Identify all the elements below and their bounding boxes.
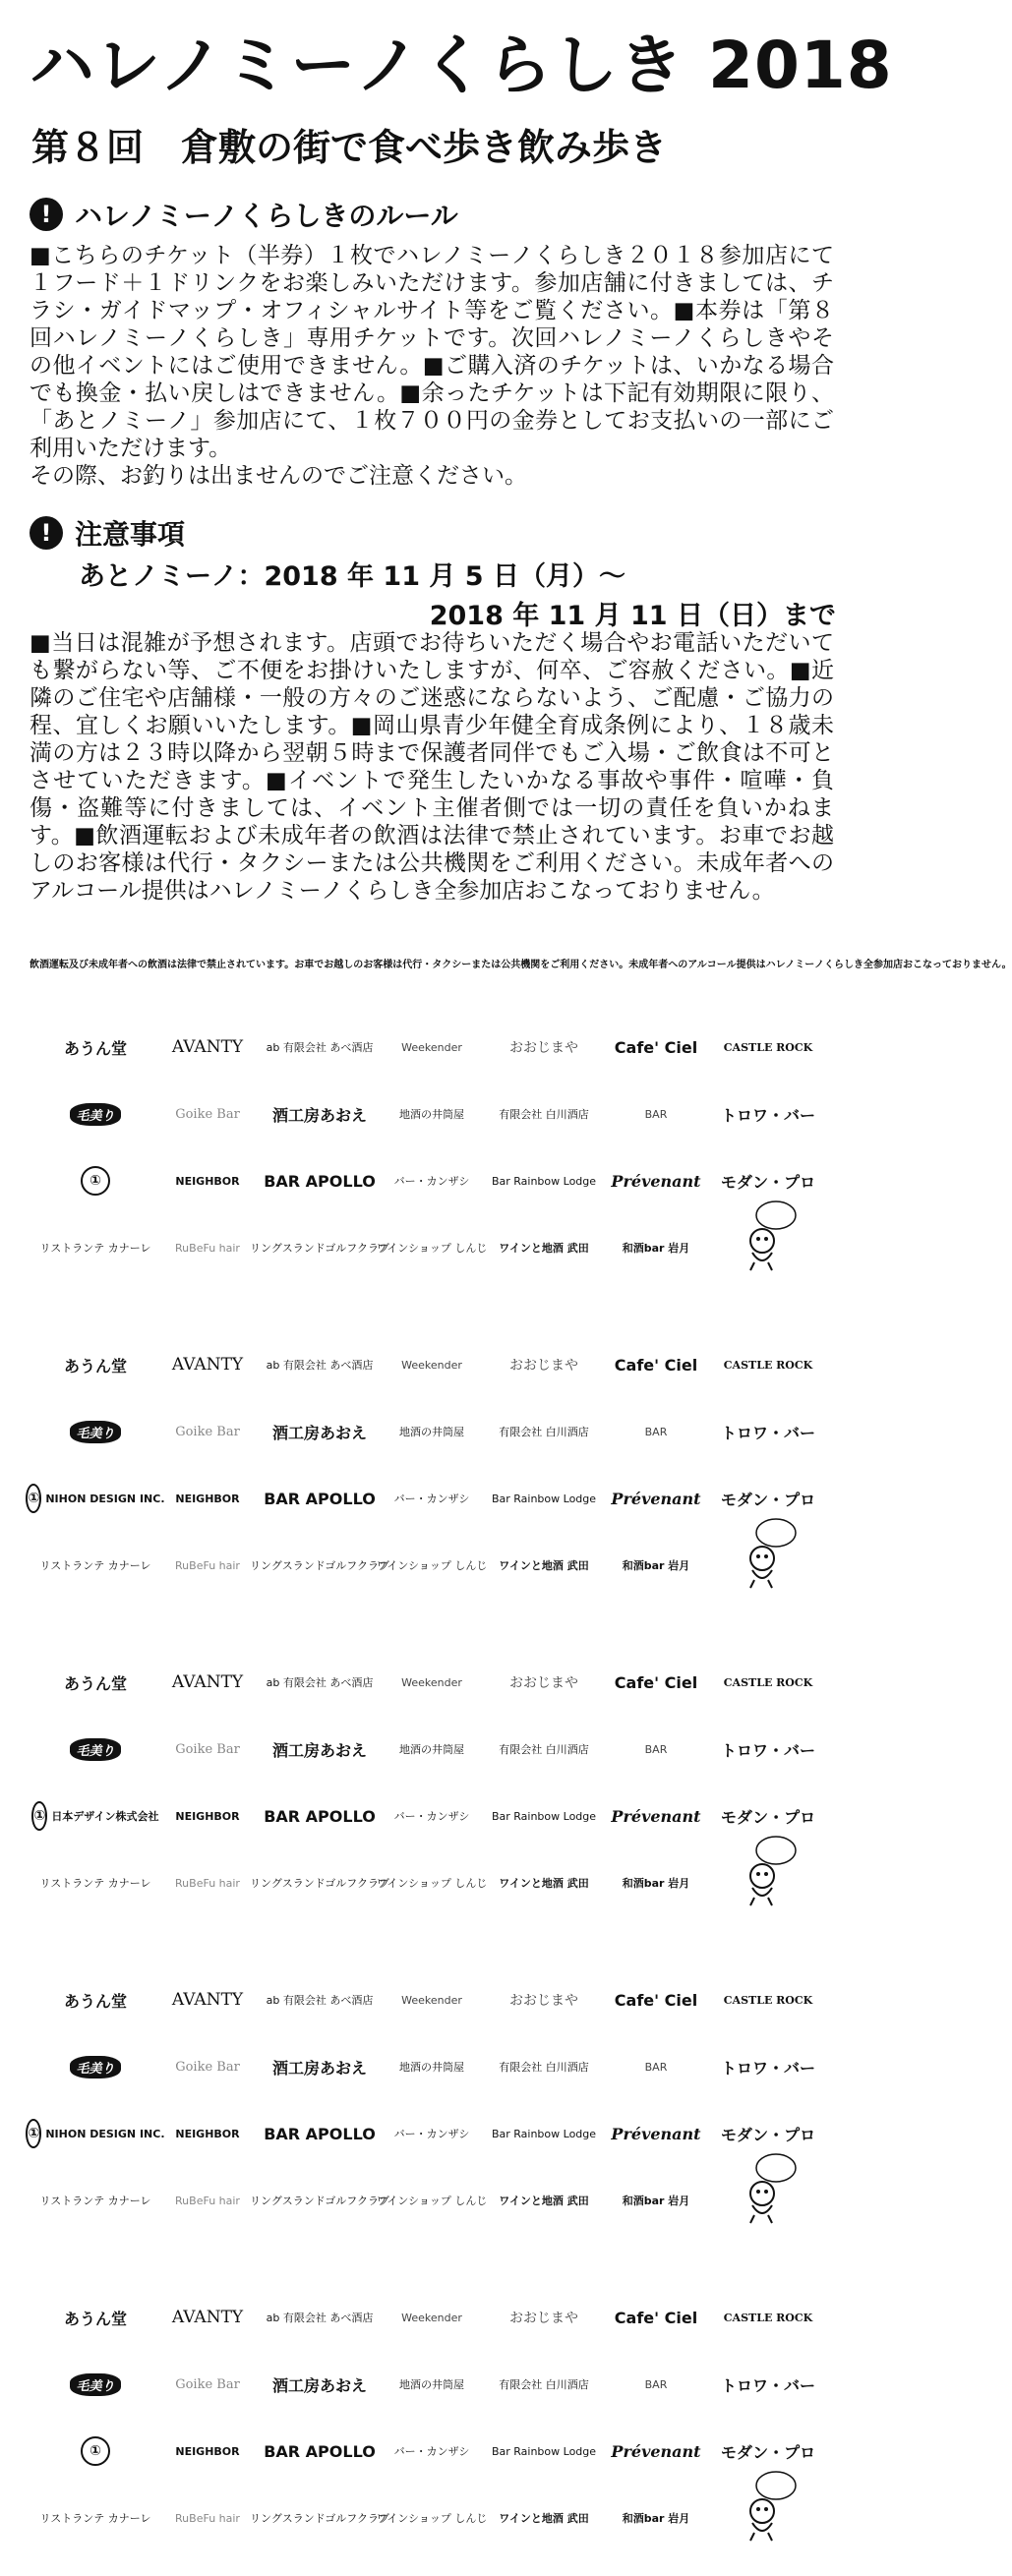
shop-logo: Cafe' Ciel: [614, 1355, 698, 1375]
shop-logo-text: NIHON DESIGN INC.: [45, 1492, 165, 1505]
shop-logo: ワインと地酒 武田: [499, 1242, 589, 1255]
shop-logo: [39, 1725, 151, 1774]
shop-logo: [39, 2042, 151, 2091]
shop-logo-block: [33, 1658, 826, 1923]
mascot-icon: [712, 1196, 824, 1274]
shop-logo: ワインと地酒 武田: [499, 1877, 589, 1890]
shop-logo: ab 有限会社 あべ酒店: [266, 2312, 374, 2324]
shop-logo: トロワ・バー: [720, 2375, 815, 2395]
mascot-icon: [712, 2466, 824, 2545]
shop-logo: 地酒の井筒屋: [399, 1743, 464, 1756]
shop-logo: バー・カンザシ: [393, 1810, 470, 1823]
shop-logo: Weekender: [401, 1040, 462, 1054]
shop-logo: あうん堂: [63, 1356, 127, 1376]
shop-logo: トロワ・バー: [720, 2058, 815, 2078]
shop-logo: BAR APOLLO: [264, 1489, 376, 1508]
shop-logo: おおじまや: [509, 1993, 578, 2009]
shop-logo: ワインショップ しんじ: [376, 1559, 488, 1572]
shop-logo: CASTLE ROCK: [723, 2311, 813, 2324]
shop-logo: Weekender: [401, 1675, 462, 1689]
shop-logo: リングスランドゴルフクラブ: [250, 1877, 389, 1890]
shop-logo: Goike Bar: [175, 1424, 240, 1439]
notes-heading-text: 注意事項: [75, 518, 186, 551]
shop-logo-badge: 毛美り: [70, 1738, 120, 1761]
shop-logo: BAR: [644, 1742, 668, 1756]
shop-logo: Prévenant: [611, 1806, 701, 1826]
shop-logo: Weekender: [401, 2311, 462, 2324]
shop-logo: バー・カンザシ: [393, 1175, 470, 1188]
circle-logo-icon: ①: [31, 1801, 47, 1831]
shop-logo: AVANTY: [171, 2308, 244, 2327]
shop-logo: AVANTY: [171, 1672, 244, 1692]
shop-logo: モダン・プロ: [720, 1807, 816, 1827]
shop-logo: Weekender: [401, 1993, 462, 2007]
shop-logo: モダン・プロ: [720, 2442, 816, 2462]
page-subtitle: 第８回 倉敷の街で食べ歩き飲み歩き: [31, 126, 668, 169]
shop-logo: モダン・プロ: [720, 2125, 816, 2144]
rules-heading-text: ハレノミーノくらしきのルール: [75, 200, 458, 232]
rules-text-tail: その際、お釣りは出ませんのでご注意ください。: [30, 463, 527, 489]
shop-logo: リングスランドゴルフクラブ: [250, 1242, 389, 1255]
rules-text-main: ■こちらのチケット（半券）１枚でハレノミーノくらしき２０１８参加店にて１フード＋１ドリンクをお楽しみいただけます。参加店舗に付きましては、チラシ・ガイドマップ・オフィシャルサイト等をご覧ください。■本券は「第８回ハレノミーノくらしき」専用チケットです。次回ハレノミーノくらしきやその他イベントにはご使用できません。■ご購入済のチケットは、いかなる場合でも換金・払い戻しはできません。■余ったチケットは下記有効期限に限り、「あとノミーノ」参加店にて、１枚７００円の金券としてお支払いの一部にご利用いただけます。: [30, 243, 834, 461]
shop-logo: トロワ・バー: [720, 1740, 815, 1760]
shop-logo: BAR: [644, 1107, 668, 1121]
notes-text: ■当日は混雑が予想されます。店頭でお待ちいただく場合やお電話いただいても繋がらない等、ご不便をお掛けいたしますが、何卒、ご容赦ください。■近隣のご住宅や店舗様・一般の方々のご迷惑にならないよう、ご配慮・ご協力の程、宜しくお願いいたします。■岡山県青少年健全育成条例により、１８歳未満の方は２３時以降から翌朝５時まで保護者同伴でもご入場・ご飲食は不可とさせていただきます。■イベントで発生したいかなる事故や事件・喧嘩・負傷・盗難等に付きましては、イベント主催者側では一切の責任を負いかねます。■飲酒運転および未成年者の飲酒は法律で禁止されています。お車でお越しのお客様は代行・タクシーまたは公共機関をご利用ください。未成年者へのアルコール提供はハレノミーノくらしき全参加店おこなっておりません。: [30, 630, 834, 904]
shop-logo: ワインと地酒 武田: [499, 1559, 589, 1572]
shop-logo: ab 有限会社 あべ酒店: [266, 1041, 374, 1054]
circle-logo-icon: ①: [81, 1166, 110, 1196]
shop-logo: RuBeFu hair: [175, 1876, 240, 1890]
shop-logo: Prévenant: [611, 1489, 701, 1508]
shop-logo: 有限会社 白川酒店: [499, 1426, 589, 1438]
shop-logo: RuBeFu hair: [175, 2194, 240, 2207]
mascot-icon: [712, 2148, 824, 2227]
shop-logo: RuBeFu hair: [175, 1241, 240, 1255]
shop-logo-badge: 毛美り: [70, 2373, 120, 2396]
shop-logo: [28, 2109, 165, 2158]
shop-logo: トロワ・バー: [720, 1423, 815, 1442]
shop-logo: Weekender: [401, 1358, 462, 1372]
shop-logo-block: [39, 1023, 826, 1288]
shop-logo: [39, 1089, 151, 1139]
period-end: 2018 年 11 月 11 日（日）まで: [429, 601, 836, 631]
page-title: ハレノミーノくらしき 2018: [30, 28, 893, 103]
shop-logo: 有限会社 白川酒店: [499, 2378, 589, 2391]
shop-logo: リストランテ カナーレ: [39, 1877, 151, 1890]
shop-logo: BAR: [644, 2377, 668, 2391]
shop-logo: [33, 1791, 159, 1841]
period-start: あとノミーノ：2018 年 11 月 5 日（月）〜: [79, 561, 625, 592]
shop-logo: AVANTY: [171, 1037, 244, 1057]
shop-logo: AVANTY: [171, 1355, 244, 1375]
shop-logo: 和酒bar 岩月: [622, 1559, 690, 1572]
shop-logo: NEIGHBOR: [175, 1809, 240, 1823]
rules-heading: [30, 193, 458, 236]
shop-logo-text: 日本デザイン株式会社: [51, 1810, 159, 1823]
shop-logo: 有限会社 白川酒店: [499, 1743, 589, 1756]
shop-logo-block: [28, 1975, 826, 2241]
shop-logo-text: NIHON DESIGN INC.: [45, 2127, 165, 2140]
shop-logo: BAR APOLLO: [264, 2441, 376, 2461]
shop-logo: CASTLE ROCK: [723, 1358, 813, 1372]
shop-logo: NEIGHBOR: [175, 2127, 240, 2140]
shop-logo: 和酒bar 岩月: [622, 2512, 690, 2525]
shop-logo: おおじまや: [509, 1040, 578, 1056]
shop-logo: 和酒bar 岩月: [622, 1877, 690, 1890]
shop-logo: Bar Rainbow Lodge: [491, 1492, 597, 1505]
shop-logo: ab 有限会社 あべ酒店: [266, 1676, 374, 1689]
shop-logo-block: [28, 1340, 826, 1606]
shop-logo: AVANTY: [171, 1990, 244, 2010]
shop-logo: トロワ・バー: [720, 1105, 815, 1125]
shop-logo: ワインショップ しんじ: [376, 2512, 488, 2525]
shop-logo: ワインと地酒 武田: [499, 2195, 589, 2207]
shop-logo: モダン・プロ: [720, 1172, 816, 1192]
shop-logo: Cafe' Ciel: [614, 1990, 698, 2010]
shop-logo: BAR: [644, 1425, 668, 1438]
shop-logo: Cafe' Ciel: [614, 2308, 698, 2327]
shop-logo: CASTLE ROCK: [723, 1993, 813, 2007]
shop-logo: Goike Bar: [175, 2376, 240, 2392]
shop-logo: 和酒bar 岩月: [622, 1242, 690, 1255]
exclamation-icon: !: [30, 198, 63, 231]
shop-logo: 酒工房あおえ: [271, 1740, 367, 1760]
shop-logo: ワインと地酒 武田: [499, 2512, 589, 2525]
shop-logo: Bar Rainbow Lodge: [491, 2127, 597, 2140]
circle-logo-icon: ①: [26, 1484, 41, 1513]
shop-logo: ab 有限会社 あべ酒店: [266, 1359, 374, 1372]
shop-logo: BAR: [644, 2060, 668, 2074]
small-print: 飲酒運転及び未成年者への飲酒は法律で禁止されています。お車でお越しのお客様は代行・タクシーまたは公共機関をご利用ください。未成年者へのアルコール提供はハレノミーノくらしき全参加店おこなっておりません。: [30, 960, 1012, 970]
shop-logo: 有限会社 白川酒店: [499, 2061, 589, 2074]
shop-logo: CASTLE ROCK: [723, 1040, 813, 1054]
shop-logo: CASTLE ROCK: [723, 1675, 813, 1689]
shop-logo: あうん堂: [63, 1038, 127, 1058]
shop-logo: Goike Bar: [175, 1106, 240, 1122]
shop-logo: ワインショップ しんじ: [376, 1877, 488, 1890]
shop-logo: リストランテ カナーレ: [39, 1559, 151, 1572]
circle-logo-icon: ①: [26, 2119, 41, 2148]
shop-logo: 地酒の井筒屋: [399, 2378, 464, 2391]
shop-logo: 有限会社 白川酒店: [499, 1108, 589, 1121]
shop-logo: ワインショップ しんじ: [376, 2195, 488, 2207]
shop-logo-badge: 毛美り: [70, 1103, 120, 1126]
shop-logo: RuBeFu hair: [175, 1558, 240, 1572]
shop-logo: Bar Rainbow Lodge: [491, 2444, 597, 2458]
mascot-icon: [712, 1831, 824, 1909]
shop-logo: Goike Bar: [175, 1741, 240, 1757]
shop-logo: NEIGHBOR: [175, 1492, 240, 1505]
shop-logo: リストランテ カナーレ: [39, 2512, 151, 2525]
shop-logo: BAR APOLLO: [264, 1806, 376, 1826]
shop-logo: リストランテ カナーレ: [39, 1242, 151, 1255]
shop-logo: リストランテ カナーレ: [39, 2195, 151, 2207]
shop-logo: バー・カンザシ: [393, 1493, 470, 1505]
shop-logo: NEIGHBOR: [175, 1174, 240, 1188]
shop-logo: 酒工房あおえ: [271, 1105, 367, 1125]
shop-logo: ワインショップ しんじ: [376, 1242, 488, 1255]
shop-logo-badge: 毛美り: [70, 2056, 120, 2078]
shop-logo: おおじまや: [509, 1675, 578, 1691]
shop-logo: [39, 2360, 151, 2409]
shop-logo: 地酒の井筒屋: [399, 2061, 464, 2074]
shop-logo: 地酒の井筒屋: [399, 1426, 464, 1438]
shop-logo: RuBeFu hair: [175, 2511, 240, 2525]
shop-logo: Goike Bar: [175, 2059, 240, 2075]
shop-logo: Prévenant: [611, 2441, 701, 2461]
shop-logo: 地酒の井筒屋: [399, 1108, 464, 1121]
shop-logo: [39, 2427, 151, 2476]
exclamation-icon: !: [30, 516, 63, 550]
shop-logo: ab 有限会社 あべ酒店: [266, 1994, 374, 2007]
shop-logo: 酒工房あおえ: [271, 1423, 367, 1442]
shop-logo: Prévenant: [611, 2124, 701, 2143]
shop-logo: BAR APOLLO: [264, 1171, 376, 1191]
shop-logo: おおじまや: [509, 2311, 578, 2326]
shop-logo-badge: 毛美り: [70, 1421, 120, 1443]
shop-logo-block: [39, 2293, 826, 2558]
shop-logo: モダン・プロ: [720, 1490, 816, 1509]
shop-logo: リングスランドゴルフクラブ: [250, 1559, 389, 1572]
shop-logo: 酒工房あおえ: [271, 2375, 367, 2395]
shop-logo: Cafe' Ciel: [614, 1672, 698, 1692]
shop-logo: おおじまや: [509, 1358, 578, 1374]
shop-logo: 酒工房あおえ: [271, 2058, 367, 2078]
shop-logo: あうん堂: [63, 1991, 127, 2011]
shop-logo: Bar Rainbow Lodge: [491, 1809, 597, 1823]
shop-logo: Cafe' Ciel: [614, 1037, 698, 1057]
shop-logo: あうん堂: [63, 1673, 127, 1693]
shop-logo: [39, 1407, 151, 1456]
circle-logo-icon: ①: [81, 2436, 110, 2466]
validity-period: [79, 555, 836, 633]
shop-logo: [28, 1474, 165, 1523]
mascot-icon: [712, 1513, 824, 1592]
notes-heading: [30, 511, 185, 555]
rules-text: [30, 242, 834, 490]
shop-logo: バー・カンザシ: [393, 2445, 470, 2458]
shop-logo: NEIGHBOR: [175, 2444, 240, 2458]
shop-logo: リングスランドゴルフクラブ: [250, 2195, 389, 2207]
shop-logo: バー・カンザシ: [393, 2128, 470, 2140]
shop-logo: Bar Rainbow Lodge: [491, 1174, 597, 1188]
shop-logo: Prévenant: [611, 1171, 701, 1191]
shop-logo: BAR APOLLO: [264, 2124, 376, 2143]
shop-logo: リングスランドゴルフクラブ: [250, 2512, 389, 2525]
shop-logo: 和酒bar 岩月: [622, 2195, 690, 2207]
shop-logo: あうん堂: [63, 2309, 127, 2328]
shop-logo: [39, 1156, 151, 1205]
